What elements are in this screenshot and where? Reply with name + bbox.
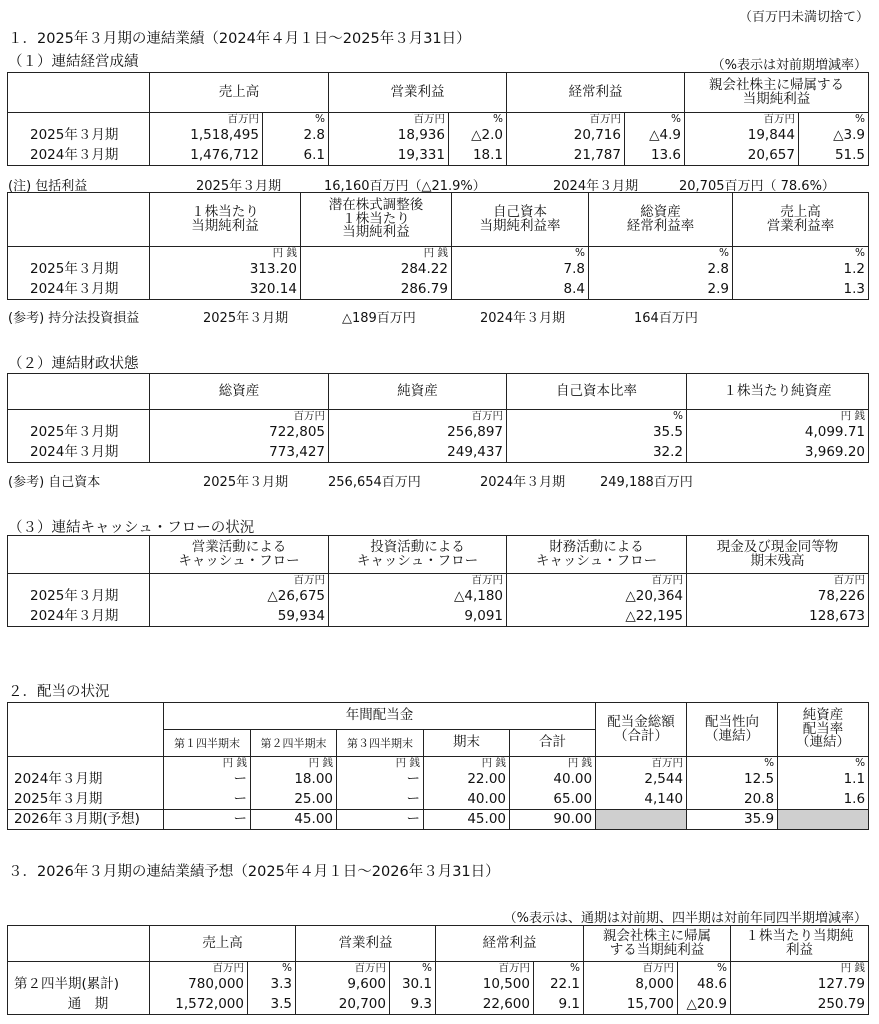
row-label: 第２四半期(累計) xyxy=(8,975,150,995)
equity-ref-year2: 2024年３月期 xyxy=(480,475,566,490)
row-label: 通 期 xyxy=(8,995,150,1015)
value-cell: 9.3 xyxy=(390,995,436,1015)
value-cell: 1.6 xyxy=(778,790,869,810)
value-cell: 51.5 xyxy=(799,146,869,166)
unit-cell: % xyxy=(799,113,869,126)
header-roe: 自己資本 当期純利益率 xyxy=(452,193,589,247)
comprehensive-income-value1: 16,160百万円（△21.9%） xyxy=(324,179,486,194)
value-cell: 249,437 xyxy=(329,443,507,463)
value-cell: 250.79 xyxy=(731,995,869,1015)
value-cell: 1,518,495 xyxy=(150,126,263,146)
header-blank xyxy=(8,73,150,113)
value-cell: 9,091 xyxy=(329,607,507,627)
header-roa: 総資産 経常利益率 xyxy=(589,193,733,247)
unit-cell: 百万円 xyxy=(329,574,507,587)
equity-ref-label: (参考) 自己資本 xyxy=(8,475,101,490)
unit-cell: 円 銭 xyxy=(251,757,337,770)
comprehensive-income-year1: 2025年３月期 xyxy=(196,179,282,194)
header-payout-ratio: 配当性向 （連結） xyxy=(687,703,778,757)
value-cell: △20,364 xyxy=(507,587,687,607)
header-doe: 純資産 配当率 （連結） xyxy=(778,703,869,757)
unit-cell: 百万円 xyxy=(329,113,449,126)
header-operating-margin: 売上高 営業利益率 xyxy=(733,193,869,247)
cash-flow-table xyxy=(7,535,869,627)
value-cell: 773,427 xyxy=(150,443,329,463)
unit-cell: % xyxy=(263,113,329,126)
value-cell: 6.1 xyxy=(263,146,329,166)
value-cell: △3.9 xyxy=(799,126,869,146)
value-cell: 1.1 xyxy=(778,770,869,790)
row-label: 2024年３月期 xyxy=(8,443,150,463)
comprehensive-income-label: (注) 包括利益 xyxy=(8,179,88,194)
header-bps: １株当たり純資産 xyxy=(687,374,869,410)
header-financing-cf: 財務活動による キャッシュ・フロー xyxy=(507,536,687,574)
header-operating-cf: 営業活動による キャッシュ・フロー xyxy=(150,536,329,574)
row-label: 2024年３月期 xyxy=(8,280,150,300)
row-label: 2024年３月期 xyxy=(8,607,150,627)
unit-cell: 百万円 xyxy=(329,410,507,423)
header-operating-income: 営業利益 xyxy=(329,73,507,113)
section-1-title: １．2025年３月期の連結業績（2024年４月１日～2025年３月31日） xyxy=(8,31,471,47)
value-cell: 10,500 xyxy=(436,975,534,995)
value-cell: 8.4 xyxy=(452,280,589,300)
value-cell: 20,716 xyxy=(507,126,625,146)
value-cell: 2,544 xyxy=(596,770,687,790)
value-cell: 32.2 xyxy=(507,443,687,463)
unit-cell: 百万円 xyxy=(150,574,329,587)
equity-ref-year1: 2025年３月期 xyxy=(203,475,289,490)
value-cell: △26,675 xyxy=(150,587,329,607)
value-cell: 90.00 xyxy=(510,810,596,830)
value-cell: 8,000 xyxy=(584,975,678,995)
unit-cell: 円 銭 xyxy=(687,410,869,423)
unit-cell: 百万円 xyxy=(436,962,534,975)
value-cell: △22,195 xyxy=(507,607,687,627)
row-label: 2025年３月期 xyxy=(8,126,150,146)
header-net-assets: 純資産 xyxy=(329,374,507,410)
value-cell: 65.00 xyxy=(510,790,596,810)
header-net-income-line2: 当期純利益 xyxy=(742,90,811,107)
row-label: 2024年３月期 xyxy=(8,770,164,790)
value-cell: 48.6 xyxy=(678,975,731,995)
unit-cell: % xyxy=(507,410,687,423)
row-label: 2024年３月期 xyxy=(8,146,150,166)
equity-method-year2: 2024年３月期 xyxy=(480,311,566,326)
subsection-1-note: （%表示は対前期増減率） xyxy=(711,58,867,73)
header-equity-ratio: 自己資本比率 xyxy=(507,374,687,410)
value-cell: 45.00 xyxy=(251,810,337,830)
value-cell: 780,000 xyxy=(150,975,248,995)
value-cell: △4,180 xyxy=(329,587,507,607)
unit-cell: % xyxy=(778,757,869,770)
value-cell: ー xyxy=(337,790,424,810)
value-cell: 45.00 xyxy=(424,810,510,830)
value-cell: 59,934 xyxy=(150,607,329,627)
header-total: 合計 xyxy=(510,730,596,757)
equity-method-value1: △189百万円 xyxy=(342,311,416,326)
value-cell: 25.00 xyxy=(251,790,337,810)
unit-cell: % xyxy=(687,757,778,770)
unit-cell: 百万円 xyxy=(507,574,687,587)
row-label-forecast: 2026年３月期(予想) xyxy=(8,810,164,830)
unit-cell: 百万円 xyxy=(150,962,248,975)
row-label: 2025年３月期 xyxy=(8,260,150,280)
value-cell: 2.8 xyxy=(589,260,733,280)
equity-ref-value2: 249,188百万円 xyxy=(600,475,693,490)
header-annual-dividends: 年間配当金 xyxy=(164,703,596,730)
shaded-cell xyxy=(596,810,687,830)
unit-cell: % xyxy=(534,962,584,975)
equity-method-year1: 2025年３月期 xyxy=(203,311,289,326)
header-diluted-eps: 潜在株式調整後 １株当たり 当期純利益 xyxy=(301,193,452,247)
unit-cell: 百万円 xyxy=(687,574,869,587)
header-sales: 売上高 xyxy=(150,73,329,113)
value-cell: 313.20 xyxy=(150,260,301,280)
header-q2: 第２四半期末 xyxy=(251,730,337,757)
unit-cell: 百万円 xyxy=(150,410,329,423)
value-cell: 1,476,712 xyxy=(150,146,263,166)
value-cell: 22.00 xyxy=(424,770,510,790)
value-cell: 4,140 xyxy=(596,790,687,810)
unit-cell: 円 銭 xyxy=(731,962,869,975)
unit-cell: 円 銭 xyxy=(301,247,452,260)
value-cell: 30.1 xyxy=(390,975,436,995)
value-cell: 20,657 xyxy=(685,146,799,166)
unit-cell: % xyxy=(449,113,507,126)
value-cell: 127.79 xyxy=(731,975,869,995)
value-cell: 12.5 xyxy=(687,770,778,790)
value-cell: 4,099.71 xyxy=(687,423,869,443)
unit-cell: % xyxy=(625,113,685,126)
value-cell: 9,600 xyxy=(296,975,390,995)
unit-cell: 円 銭 xyxy=(337,757,424,770)
value-cell: 3,969.20 xyxy=(687,443,869,463)
value-cell: 13.6 xyxy=(625,146,685,166)
value-cell: ー xyxy=(164,790,251,810)
subsection-2-title: （２）連結財政状態 xyxy=(8,356,139,372)
unit-cell: % xyxy=(733,247,869,260)
value-cell: 18.00 xyxy=(251,770,337,790)
value-cell: △4.9 xyxy=(625,126,685,146)
unit-cell: % xyxy=(390,962,436,975)
financial-position-table xyxy=(7,373,869,463)
section-3-title: ３．2026年３月期の連結業績予想（2025年４月１日～2026年３月31日） xyxy=(8,864,500,880)
value-cell: 18,936 xyxy=(329,126,449,146)
header-operating-income: 営業利益 xyxy=(296,926,436,962)
per-share-table xyxy=(7,192,869,300)
section-3-note: （%表示は、通期は対前期、四半期は対前年同四半期増減率） xyxy=(503,911,867,926)
shaded-cell xyxy=(778,810,869,830)
comprehensive-income-value2: 20,705百万円（ 78.6%） xyxy=(679,179,835,194)
value-cell: △2.0 xyxy=(449,126,507,146)
equity-method-label: (参考) 持分法投資損益 xyxy=(8,311,140,326)
value-cell: 22.1 xyxy=(534,975,584,995)
row-label: 2025年３月期 xyxy=(8,790,164,810)
value-cell: 1.3 xyxy=(733,280,869,300)
value-cell: 286.79 xyxy=(301,280,452,300)
unit-cell: 百万円 xyxy=(685,113,799,126)
value-cell: 1.2 xyxy=(733,260,869,280)
value-cell: 35.5 xyxy=(507,423,687,443)
header-net-income xyxy=(685,73,869,113)
unit-cell: 百万円 xyxy=(296,962,390,975)
value-cell: 3.5 xyxy=(248,995,296,1015)
header-net-income-line1: 親会社株主に帰属する xyxy=(709,77,844,93)
unit-cell: % xyxy=(678,962,731,975)
row-label: 2025年３月期 xyxy=(8,423,150,443)
value-cell: 320.14 xyxy=(150,280,301,300)
value-cell: 722,805 xyxy=(150,423,329,443)
unit-note: （百万円未満切捨て） xyxy=(738,10,869,25)
unit-cell: 円 銭 xyxy=(424,757,510,770)
unit-cell: % xyxy=(589,247,733,260)
value-cell: 1,572,000 xyxy=(150,995,248,1015)
section-2-title: ２．配当の状況 xyxy=(8,684,110,700)
header-cash-balance: 現金及び現金同等物 期末残高 xyxy=(687,536,869,574)
value-cell: 18.1 xyxy=(449,146,507,166)
subsection-3-title: （３）連結キャッシュ・フローの状況 xyxy=(8,520,255,536)
value-cell: 284.22 xyxy=(301,260,452,280)
dividends-table xyxy=(7,702,869,830)
value-cell: 128,673 xyxy=(687,607,869,627)
header-eps: １株当たり 当期純利益 xyxy=(150,193,301,247)
value-cell: 19,331 xyxy=(329,146,449,166)
header-q1: 第１四半期末 xyxy=(164,730,251,757)
unit-cell: 円 銭 xyxy=(150,247,301,260)
unit-cell: 円 銭 xyxy=(510,757,596,770)
header-total-assets: 総資産 xyxy=(150,374,329,410)
comprehensive-income-year2: 2024年３月期 xyxy=(553,179,639,194)
value-cell: ー xyxy=(164,810,251,830)
value-cell: 20,700 xyxy=(296,995,390,1015)
value-cell: 21,787 xyxy=(507,146,625,166)
unit-cell: 百万円 xyxy=(584,962,678,975)
value-cell: 15,700 xyxy=(584,995,678,1015)
value-cell: 2.8 xyxy=(263,126,329,146)
header-investing-cf: 投資活動による キャッシュ・フロー xyxy=(329,536,507,574)
unit-cell: % xyxy=(248,962,296,975)
header-net-income: 親会社株主に帰属 する当期純利益 xyxy=(584,926,731,962)
value-cell: 3.3 xyxy=(248,975,296,995)
value-cell: 20.8 xyxy=(687,790,778,810)
header-ordinary-income: 経常利益 xyxy=(436,926,584,962)
value-cell: 19,844 xyxy=(685,126,799,146)
value-cell: 7.8 xyxy=(452,260,589,280)
header-total-dividends: 配当金総額 （合計） xyxy=(596,703,687,757)
value-cell: 78,226 xyxy=(687,587,869,607)
equity-ref-value1: 256,654百万円 xyxy=(328,475,421,490)
header-eps: １株当たり当期純 利益 xyxy=(731,926,869,962)
value-cell: 35.9 xyxy=(687,810,778,830)
operating-results-table xyxy=(7,72,869,166)
unit-cell: 円 銭 xyxy=(164,757,251,770)
equity-method-value2: 164百万円 xyxy=(634,311,698,326)
value-cell: 9.1 xyxy=(534,995,584,1015)
header-year-end: 期末 xyxy=(424,730,510,757)
unit-cell: % xyxy=(452,247,589,260)
unit-cell: 百万円 xyxy=(150,113,263,126)
header-ordinary-income: 経常利益 xyxy=(507,73,685,113)
value-cell: ー xyxy=(337,810,424,830)
value-cell: ー xyxy=(164,770,251,790)
value-cell: 40.00 xyxy=(510,770,596,790)
subsection-1-title: （１）連結経営成績 xyxy=(8,54,139,70)
value-cell: 40.00 xyxy=(424,790,510,810)
value-cell: 22,600 xyxy=(436,995,534,1015)
value-cell: △20.9 xyxy=(678,995,731,1015)
header-q3: 第３四半期末 xyxy=(337,730,424,757)
row-label: 2025年３月期 xyxy=(8,587,150,607)
unit-cell: 百万円 xyxy=(596,757,687,770)
unit-cell: 百万円 xyxy=(507,113,625,126)
header-sales: 売上高 xyxy=(150,926,296,962)
forecast-table xyxy=(7,925,869,1015)
value-cell: 256,897 xyxy=(329,423,507,443)
value-cell: ー xyxy=(337,770,424,790)
value-cell: 2.9 xyxy=(589,280,733,300)
